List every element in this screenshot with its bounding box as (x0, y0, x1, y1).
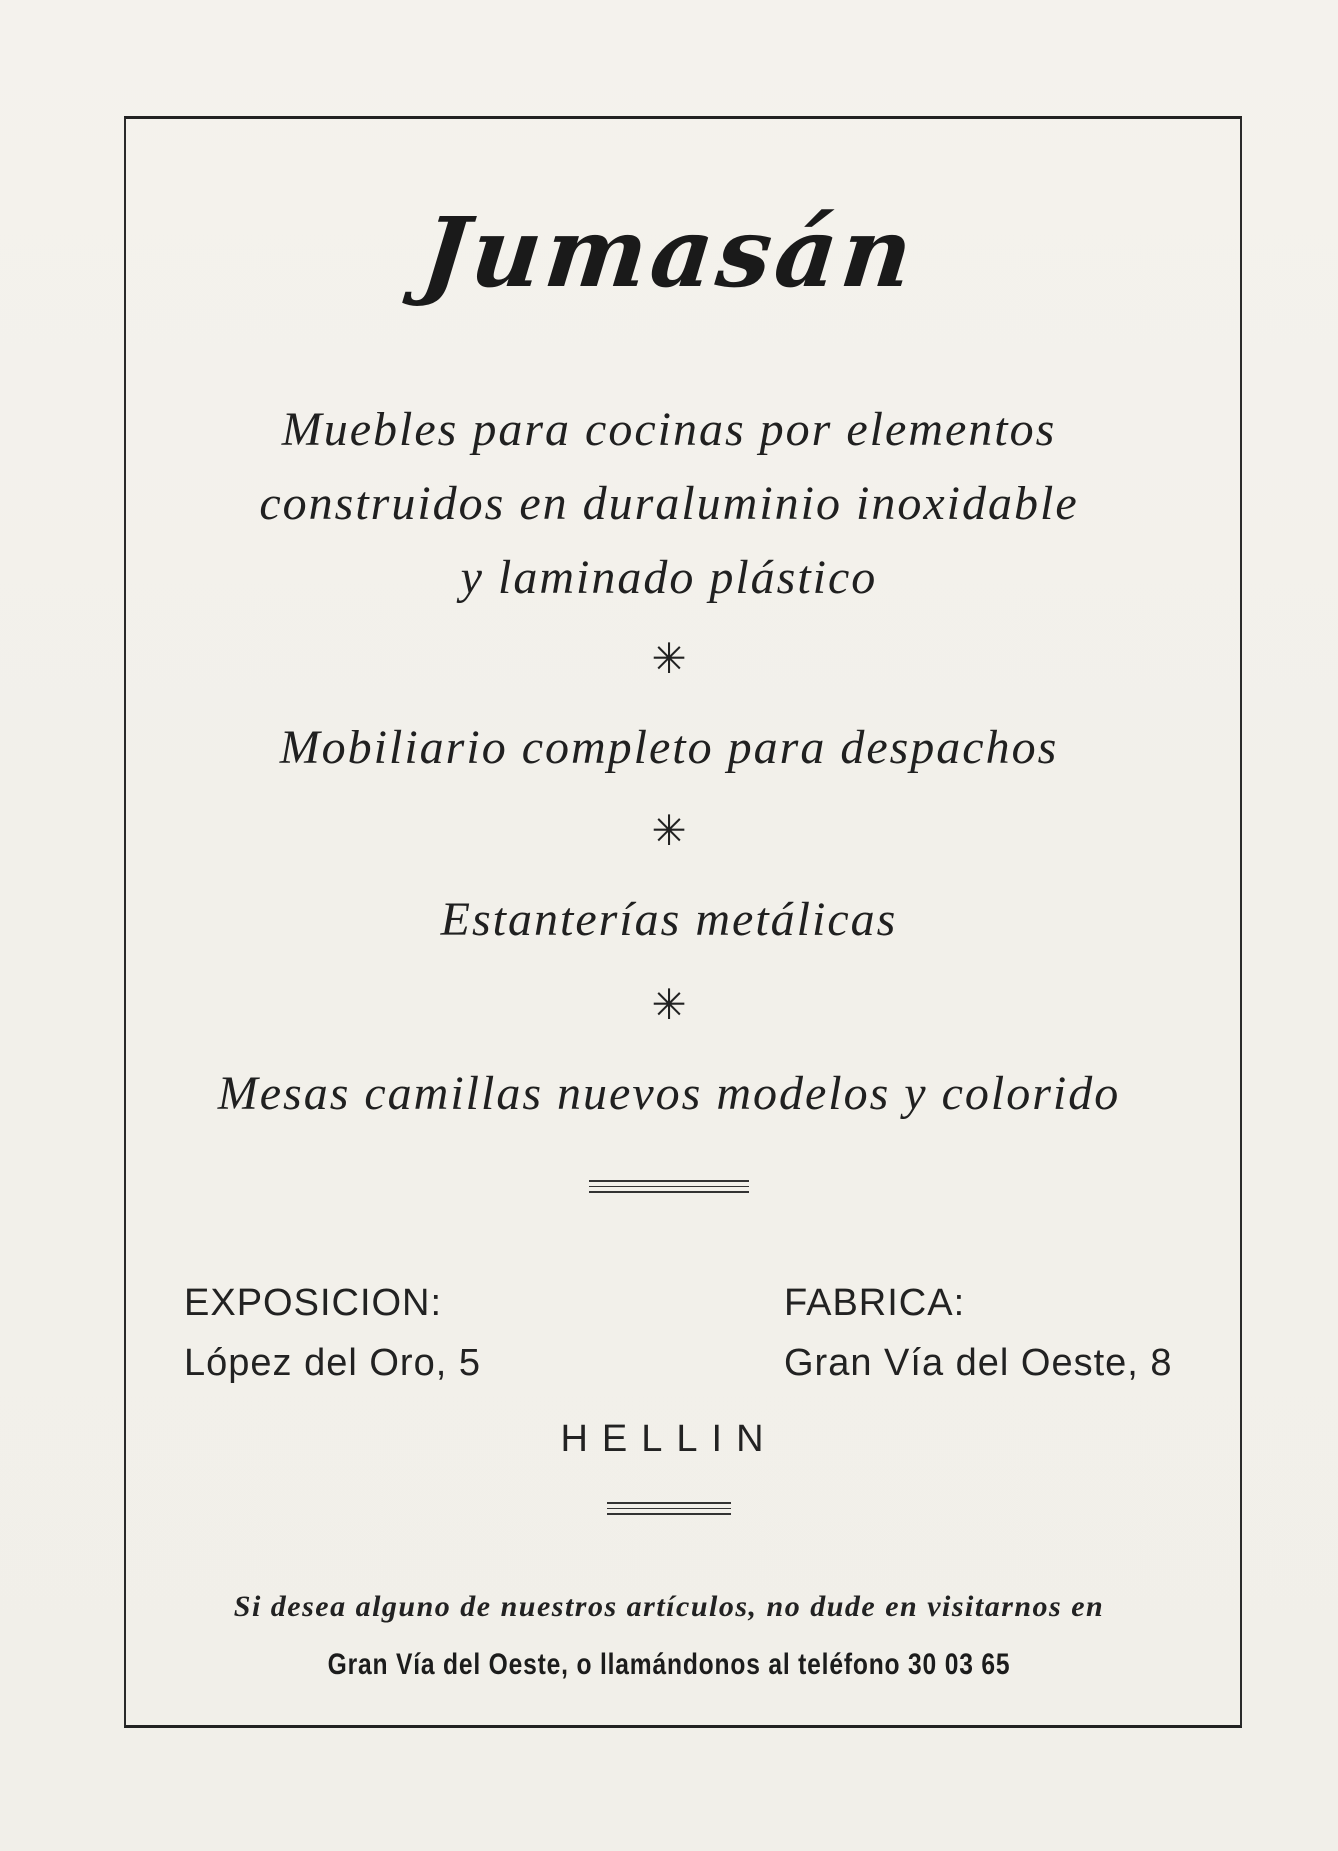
asterisk-separator-icon: ✳ (651, 634, 687, 683)
footer-phone-line: Gran Vía del Oeste, o llamándonos al teléfono 30 03 65 (327, 1648, 1011, 1681)
fabrica-label: FABRICA: (784, 1282, 966, 1324)
product-line-kitchen-2: construidos en duraluminio inoxidable (259, 477, 1079, 530)
fabrica-address: Gran Vía del Oeste, 8 (784, 1342, 1173, 1384)
triple-rule-divider (589, 1180, 749, 1197)
brand-logo-text: Jumasán (416, 196, 922, 309)
product-line-kitchen-1: Muebles para cocinas por elementos (281, 403, 1057, 456)
footer-invitation-line: Si desea alguno de nuestros artículos, no dude en visitarnos en (233, 1590, 1105, 1623)
exposicion-address: López del Oro, 5 (184, 1342, 481, 1384)
product-line-tables: Mesas camillas nuevos modelos y colorido (217, 1067, 1121, 1120)
triple-rule-divider (607, 1502, 731, 1519)
city-name: HELLIN (560, 1418, 778, 1460)
product-line-office: Mobiliario completo para despachos (279, 721, 1059, 774)
asterisk-separator-icon: ✳ (651, 806, 687, 855)
asterisk-separator-icon: ✳ (651, 980, 687, 1029)
exposicion-label: EXPOSICION: (184, 1282, 443, 1324)
product-line-shelving: Estanterías metálicas (440, 893, 898, 946)
product-line-kitchen-3: y laminado plástico (460, 551, 878, 604)
